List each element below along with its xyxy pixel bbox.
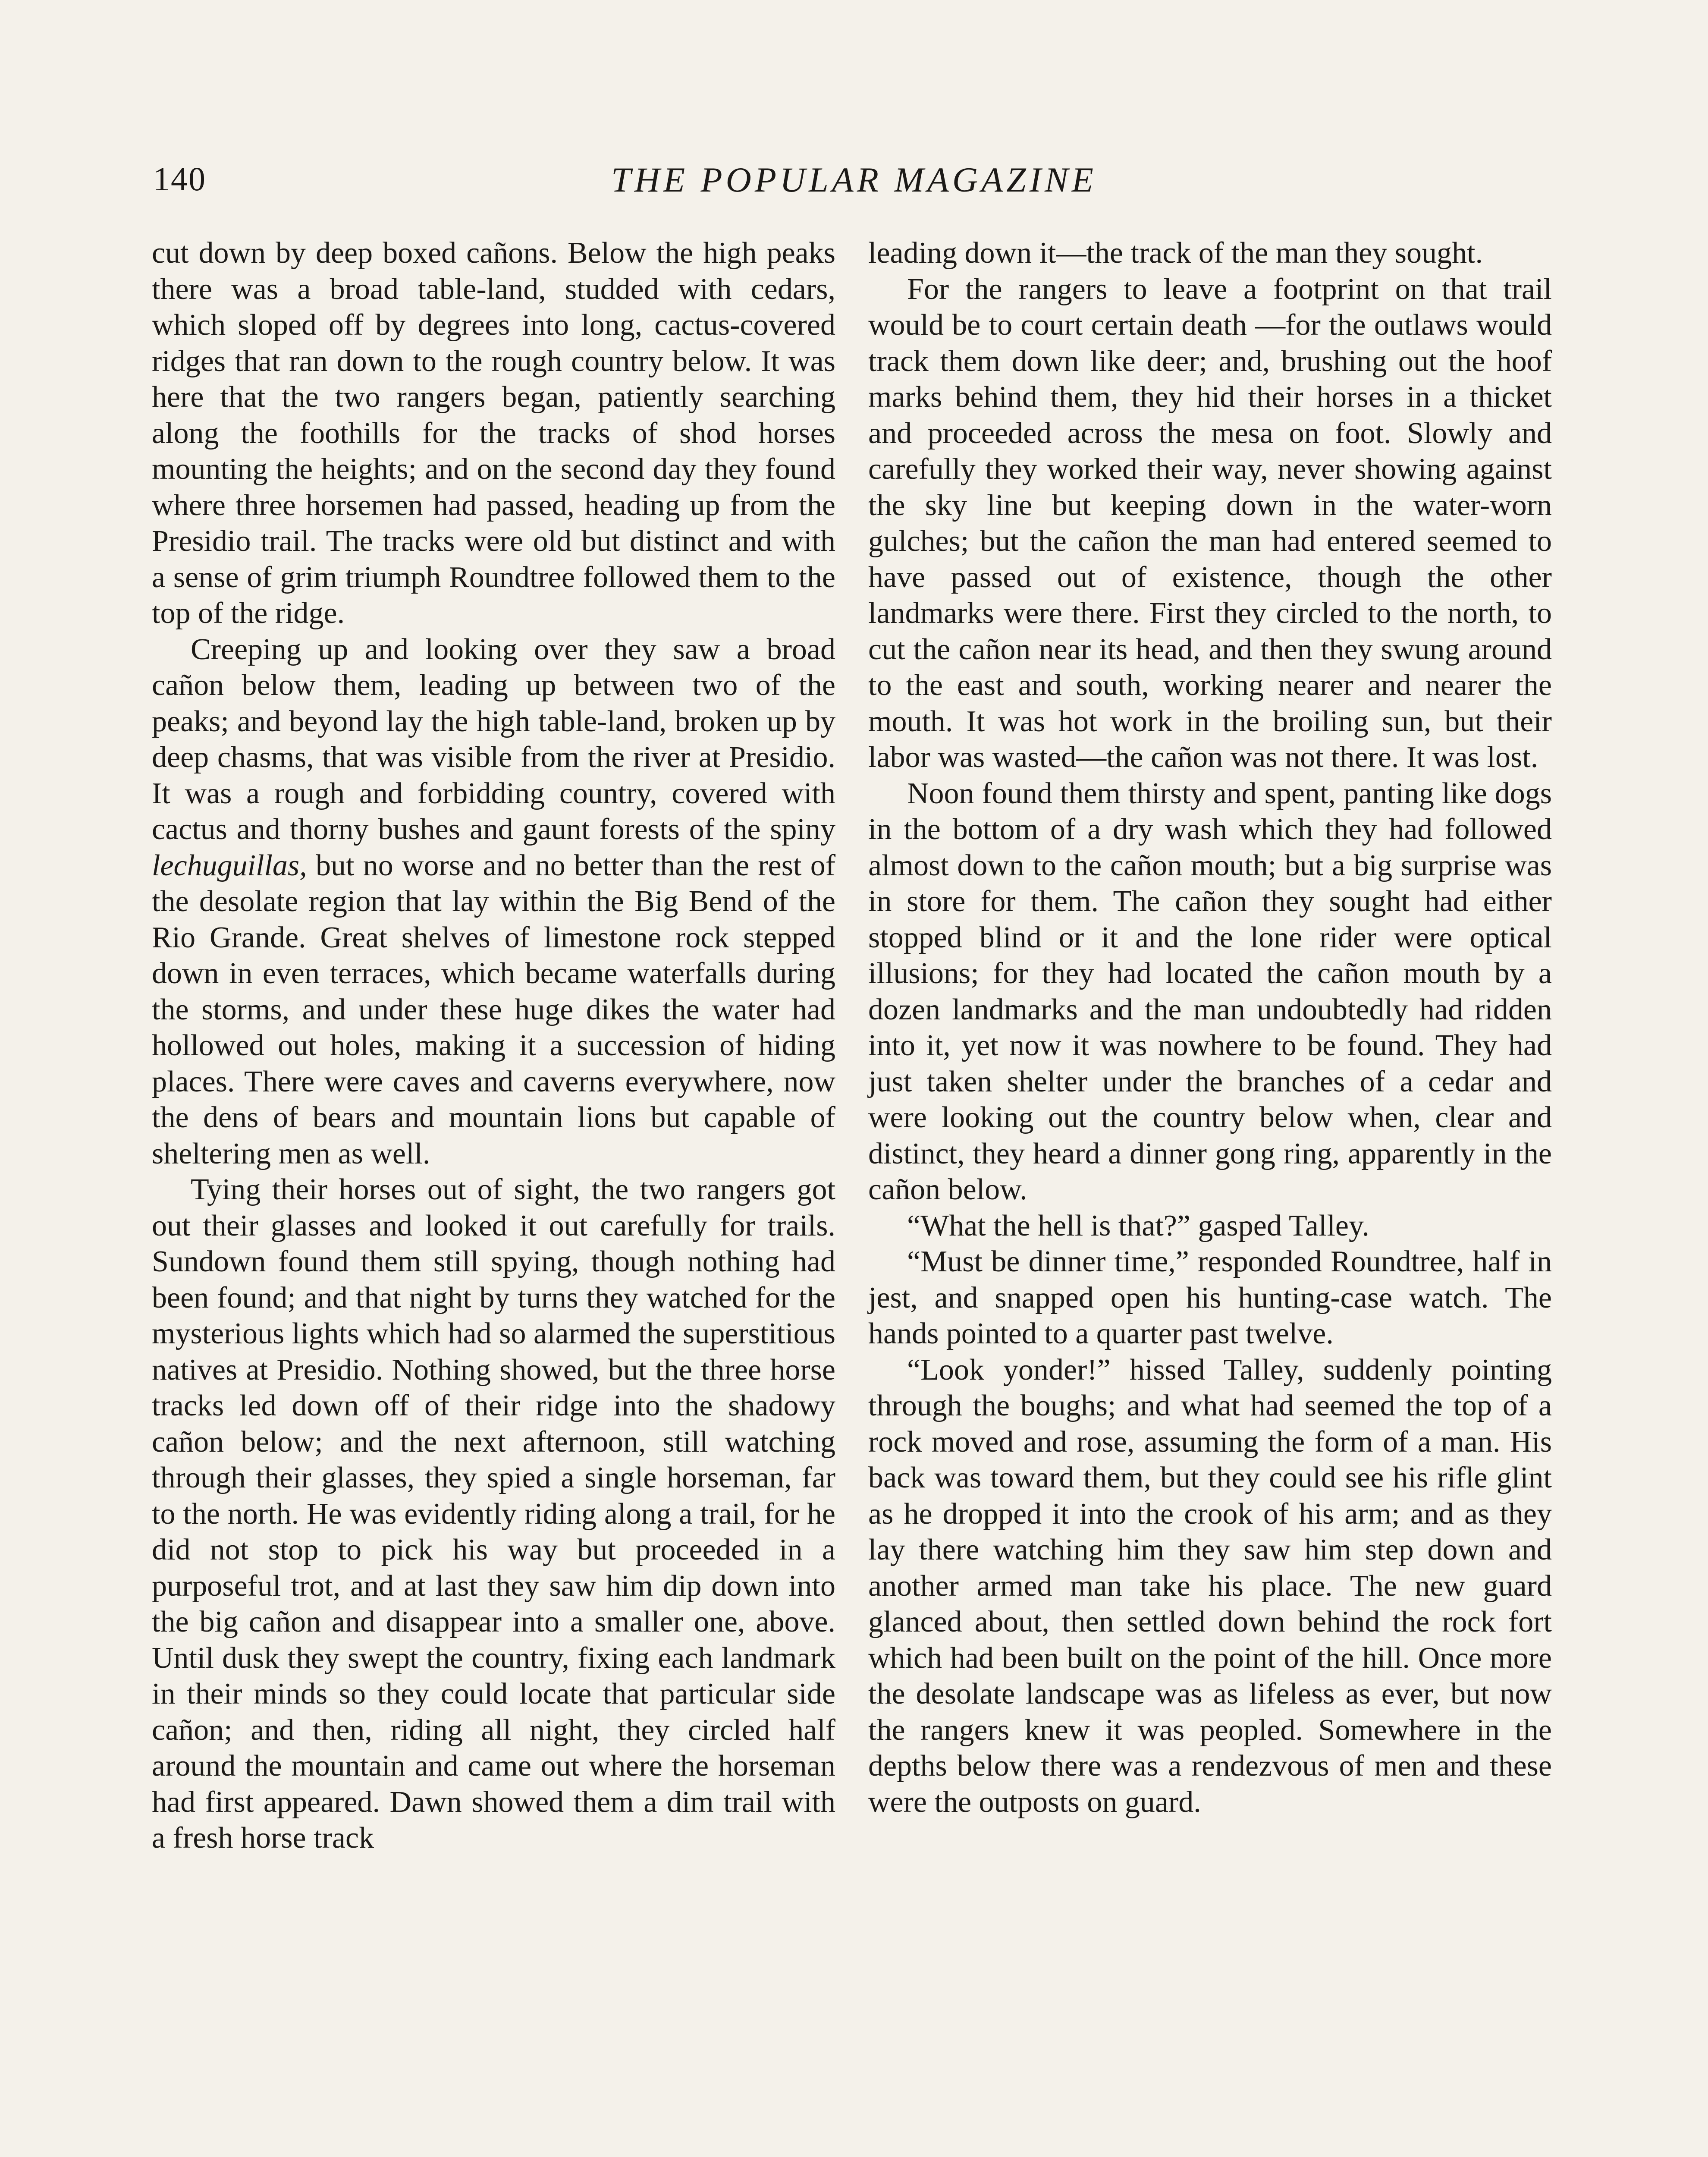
paragraph: Noon found them thirsty and spent, panting like dogs in the bottom of a dry wash which they had followed almost down to the cañon mouth; but a big surprise was in store for them. The cañon they sought had either stopped blind or it and the lone rider were optical illusions; for they had located the cañon mouth by a dozen landmarks and the man undoubtedly had ridden into it, yet now it was nowhere to be found. They had just taken shelter under the branches of a cedar and were looking out the country below when, clear and distinct, they heard a dinner gong ring, apparently in the cañon below. bbox=[868, 777, 1552, 1206]
paragraph bbox=[152, 632, 835, 1172]
paragraph: “Look yonder!” hissed Talley, suddenly pointing through the boughs; and what had seemed the top of a rock moved and rose, assuming the form of a man. His back was toward them, but they could see his rifle glint as he dropped it into the crook of his arm; and as they lay there watching him they saw him step down and another armed man take his place. The new guard glanced about, then settled down behind the rock fort which had been built on the point of the hill. Once more the desolate landscape was as lifeless as ever, but now the rangers knew it was peopled. Somewhere in the depths below there was a rendezvous of men and these were the outposts on guard. bbox=[868, 1353, 1552, 1819]
paragraph-text: Creeping up and looking over they saw a broad cañon below them, leading up between two of the peaks; and beyond lay the high table-land, broken up by deep chasms, that was visible from the river at Presidio. It was a rough and forbidding country, covered with cactus and thorny bushes and gaunt forests of the spiny bbox=[152, 632, 835, 846]
paragraph: “Must be dinner time,” responded Roundtree, half in jest, and snapped open his hunting-case watch. The hands pointed to a quarter past twelve. bbox=[868, 1245, 1552, 1350]
italic-word: lechuguillas, bbox=[152, 849, 307, 882]
right-column bbox=[868, 235, 1552, 1820]
paragraph: For the rangers to leave a footprint on that trail would be to court certain death —for the outlaws would track them down like deer; and, brushing out the hoof marks behind them, they hid their horses in a thicket and proceeded across the mesa on foot. Slowly and carefully they worked their way, never showing against the sky line but keeping down in the water-worn gulches; but the cañon the man had entered seemed to have passed out of existence, though the other landmarks were there. First they circled to the north, to cut the cañon near its head, and then they swung around to the east and south, working nearer and nearer the mouth. It was hot work in the broiling sun, but their labor was wasted—the cañon was not there. It was lost. bbox=[868, 272, 1552, 774]
paragraph: cut down by deep boxed cañons. Below the high peaks there was a broad table-land, studded with cedars, which sloped off by degrees into long, cactus-covered ridges that ran down to the rough country below. It was here that the two rangers began, patiently searching along the foothills for the tracks of shod horses mounting the heights; and on the second day they found where three horsemen had passed, heading up from the Presidio trail. The tracks were old but distinct and with a sense of grim triumph Roundtree followed them to the top of the ridge. bbox=[152, 236, 835, 630]
left-column bbox=[152, 235, 835, 1856]
paragraph: leading down it—the track of the man they sought. bbox=[868, 236, 1483, 270]
page-number: 140 bbox=[153, 160, 206, 198]
running-head: THE POPULAR MAGAZINE bbox=[611, 160, 1097, 199]
paragraph: Tying their horses out of sight, the two rangers got out their glasses and looked it out carefully for trails. Sundown found them still spying, though nothing had been found; and that night by turns they watched for the mysterious lights which had so alarmed the superstitious natives at Presidio. Nothing showed, but the three horse tracks led down off of their ridge into the shadowy cañon below; and the next afternoon, still watching through their glasses, they spied a single horseman, far to the north. He was evidently riding along a trail, for he did not stop to pick his way but proceeded in a purposeful trot, and at last they saw him dip down into the big cañon and disappear into a smaller one, above. Until dusk they swept the country, fixing each landmark in their minds so they could locate that particular side cañon; and then, riding all night, they circled half around the mountain and came out where the horseman had first appeared. Dawn showed them a dim trail with a fresh horse track bbox=[152, 1173, 835, 1855]
paragraph-text: but no worse and no better than the rest of the desolate region that lay within the Big Bend of the Rio Grande. Great shelves of limestone rock stepped down in even terraces, which became waterfalls during the storms, and under these huge dikes the water had hollowed out holes, making it a succession of hiding places. There were caves and caverns everywhere, now the dens of bears and mountain lions but capable of sheltering men as well. bbox=[152, 849, 835, 1170]
paragraph: “What the hell is that?” gasped Talley. bbox=[907, 1209, 1369, 1242]
